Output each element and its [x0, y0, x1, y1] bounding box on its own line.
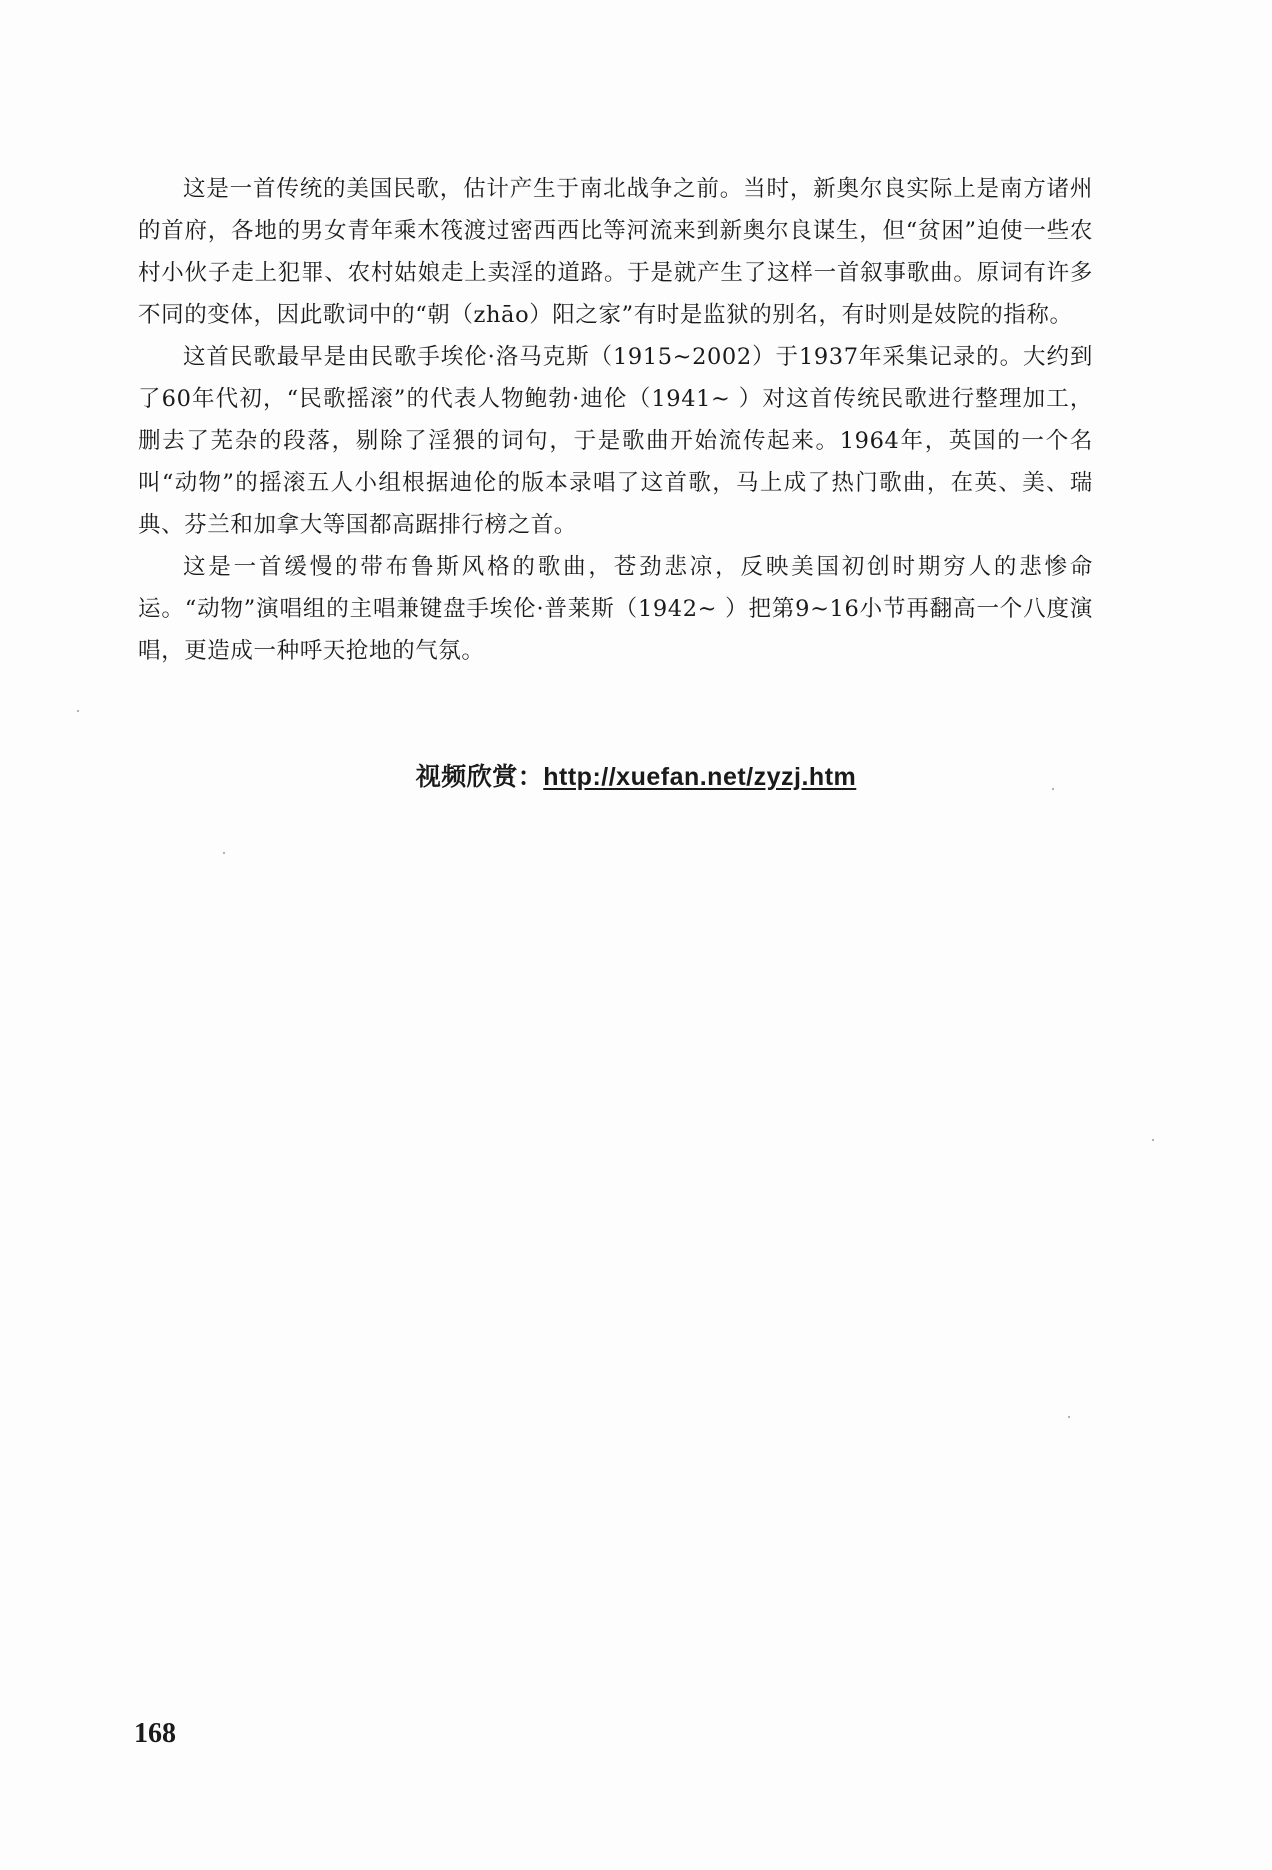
scan-speck — [1152, 1139, 1154, 1141]
page-number: 168 — [134, 1718, 176, 1749]
scan-speck — [1068, 1416, 1070, 1418]
scan-speck — [1052, 788, 1054, 790]
paragraph-2: 这首民歌最早是由民歌手埃伦·洛马克斯（1915~2002）于1937年采集记录的。大约到了60年代初，“民歌摇滚”的代表人物鲍勃·迪伦（1941~ ）对这首传统民歌进行整理加工，删去了芜杂的段落，剔除了淫猥的词句，于是歌曲开始流传起来。1964年，英国的一个名叫“动物”的摇滚五人小组根据迪伦的版本录唱了这首歌，马上成了热门歌曲，在英、美、瑞典、芬兰和加拿大等国都高踞排行榜之首。 — [138, 344, 1093, 538]
scan-speck — [77, 710, 79, 712]
scan-speck — [223, 852, 225, 854]
video-reference — [0, 757, 1272, 793]
video-label: 视频欣赏： — [415, 763, 544, 791]
video-link[interactable]: http://xuefan.net/zyzj.htm — [543, 763, 857, 791]
paragraph-1: 这是一首传统的美国民歌，估计产生于南北战争之前。当时，新奥尔良实际上是南方诸州的首府，各地的男女青年乘木筏渡过密西西比等河流来到新奥尔良谋生，但“贫困”迫使一些农村小伙子走上犯罪、农村姑娘走上卖淫的道路。于是就产生了这样一首叙事歌曲。原词有许多不同的变体，因此歌词中的“朝（zhāo）阳之家”有时是监狱的别名，有时则是妓院的指称。 — [138, 176, 1093, 328]
body-text — [138, 168, 1093, 672]
paragraph-3: 这是一首缓慢的带布鲁斯风格的歌曲，苍劲悲凉，反映美国初创时期穷人的悲惨命运。“动物”演唱组的主唱兼键盘手埃伦·普莱斯（1942~ ）把第9~16小节再翻高一个八度演唱，更造成一种呼天抢地的气氛。 — [138, 554, 1093, 664]
